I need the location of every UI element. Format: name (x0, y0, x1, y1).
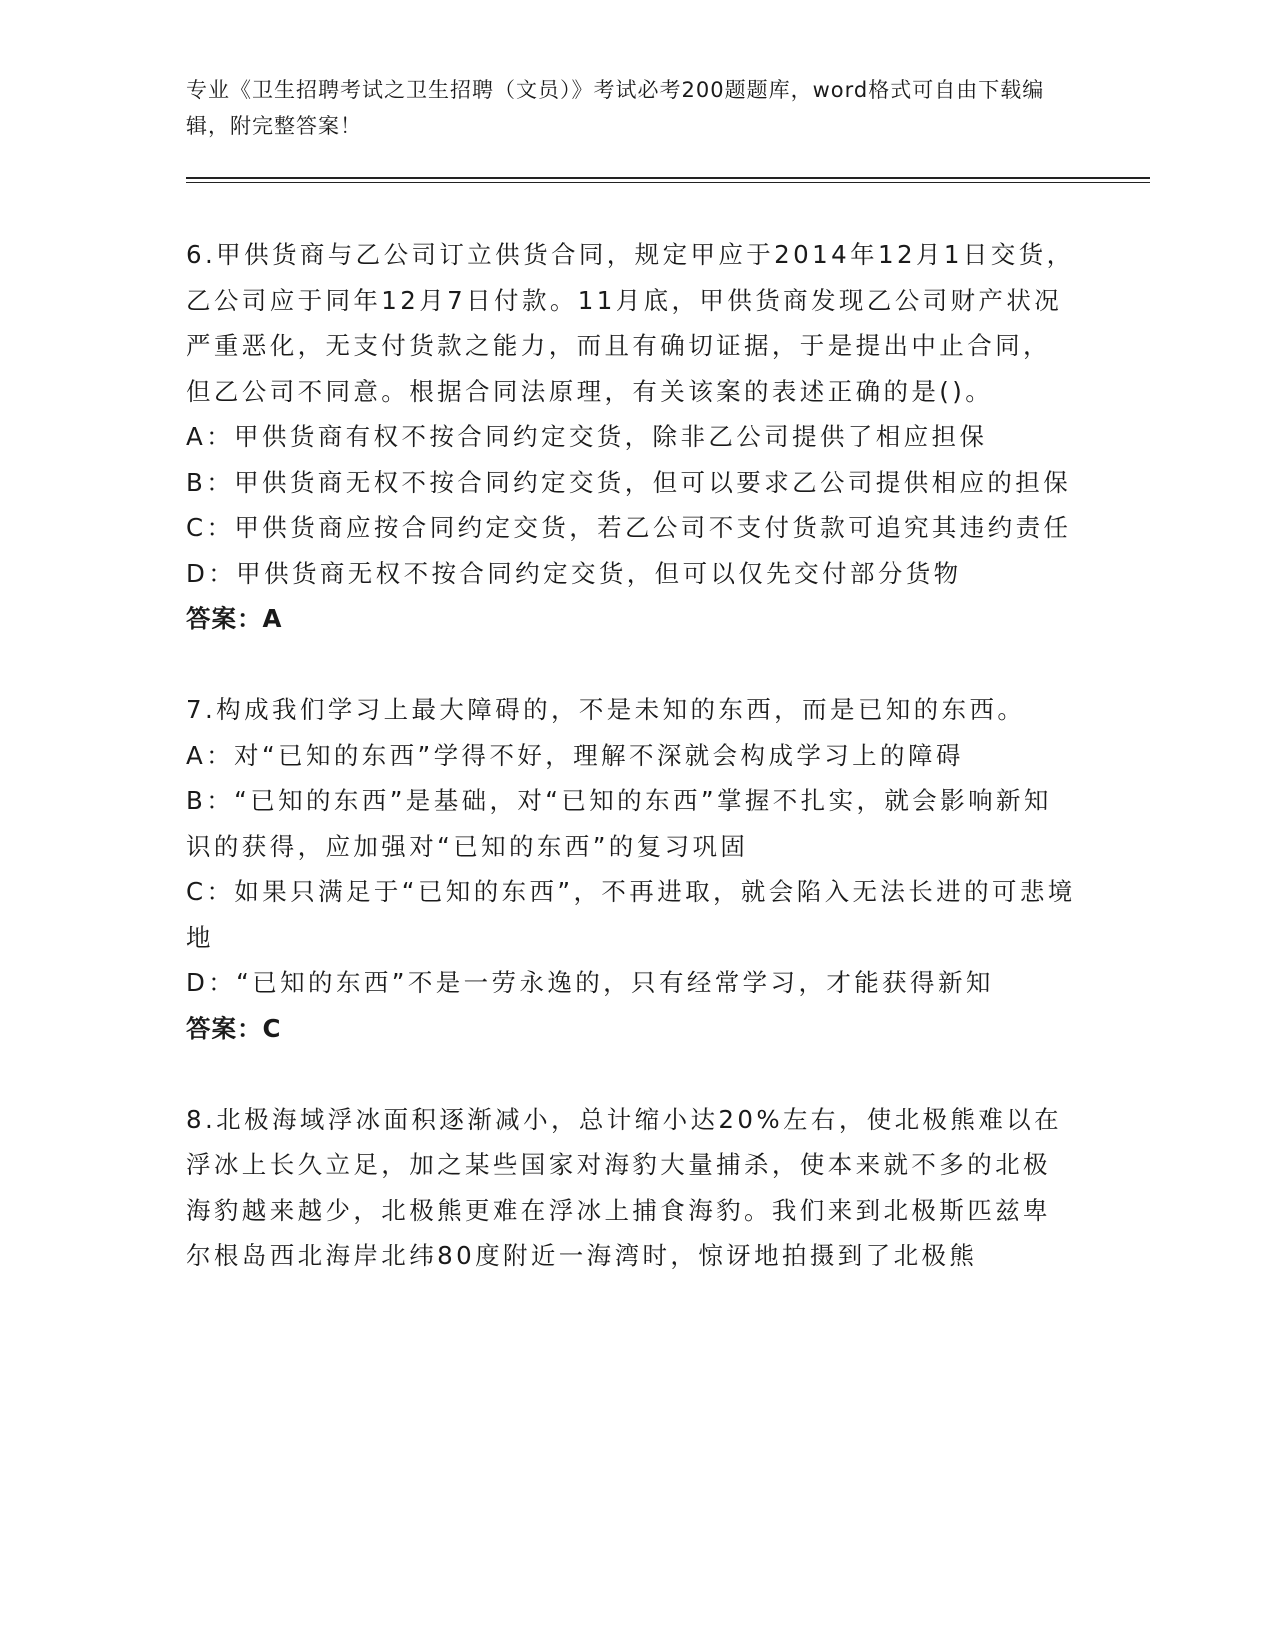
document-header: 专业《卫生招聘考试之卫生招聘（文员）》考试必考200题题库，word格式可自由下载编辑，附完整答案！ (186, 78, 1045, 138)
question-8 (186, 1097, 1076, 1279)
option-d: D：甲供货商无权不按合同约定交货，但可以仅先交付部分货物 (186, 558, 962, 588)
option-c: C：如果只满足于“已知的东西”，不再进取，就会陷入无法长进的可悲境地 (186, 877, 1076, 952)
question-list (186, 232, 1076, 1324)
question-7 (186, 687, 1076, 1051)
option-a: A：对“已知的东西”学得不好，理解不深就会构成学习上的障碍 (186, 740, 964, 770)
option-c: C：甲供货商应按合同约定交货，若乙公司不支付货款可追究其违约责任 (186, 513, 1072, 542)
option-d: D：“已知的东西”不是一劳永逸的，只有经常学习，才能获得新知 (186, 968, 994, 997)
option-b: B：甲供货商无权不按合同约定交货，但可以要求乙公司提供相应的担保 (186, 467, 1072, 497)
option-a: A：甲供货商有权不按合同约定交货，除非乙公司提供了相应担保 (186, 422, 988, 451)
question-stem: 8.北极海域浮冰面积逐渐减小，总计缩小达20%左右，使北极熊难以在浮冰上长久立足，加之某些国家对海豹大量捕杀，使本来就不多的北极海豹越来越少，北极熊更难在浮冰上捕食海豹。我们来到北极斯匹兹卑尔根岛西北海岸北纬80度附近一海湾时，惊讶地拍摄到了北极熊 (186, 1104, 1063, 1270)
question-6 (186, 232, 1076, 642)
header-divider-thick (186, 177, 1150, 179)
answer: 答案：C (186, 1013, 282, 1043)
option-b: B：“已知的东西”是基础，对“已知的东西”掌握不扎实，就会影响新知识的获得，应加强对“已知的东西”的复习巩固 (186, 786, 1052, 861)
question-stem: 7.构成我们学习上最大障碍的，不是未知的东西，而是已知的东西。 (186, 695, 1026, 724)
answer: 答案：A (186, 604, 283, 633)
header-divider-thin (186, 182, 1150, 183)
question-stem: 6.甲供货商与乙公司订立供货合同，规定甲应于2014年12月1日交货，乙公司应于同年12月7日付款。11月底，甲供货商发现乙公司财产状况严重恶化，无支付货款之能力，而且有确切证据，于是提出中止合同，但乙公司不同意。根据合同法原理，有关该案的表述正确的是()。 (186, 240, 1075, 406)
